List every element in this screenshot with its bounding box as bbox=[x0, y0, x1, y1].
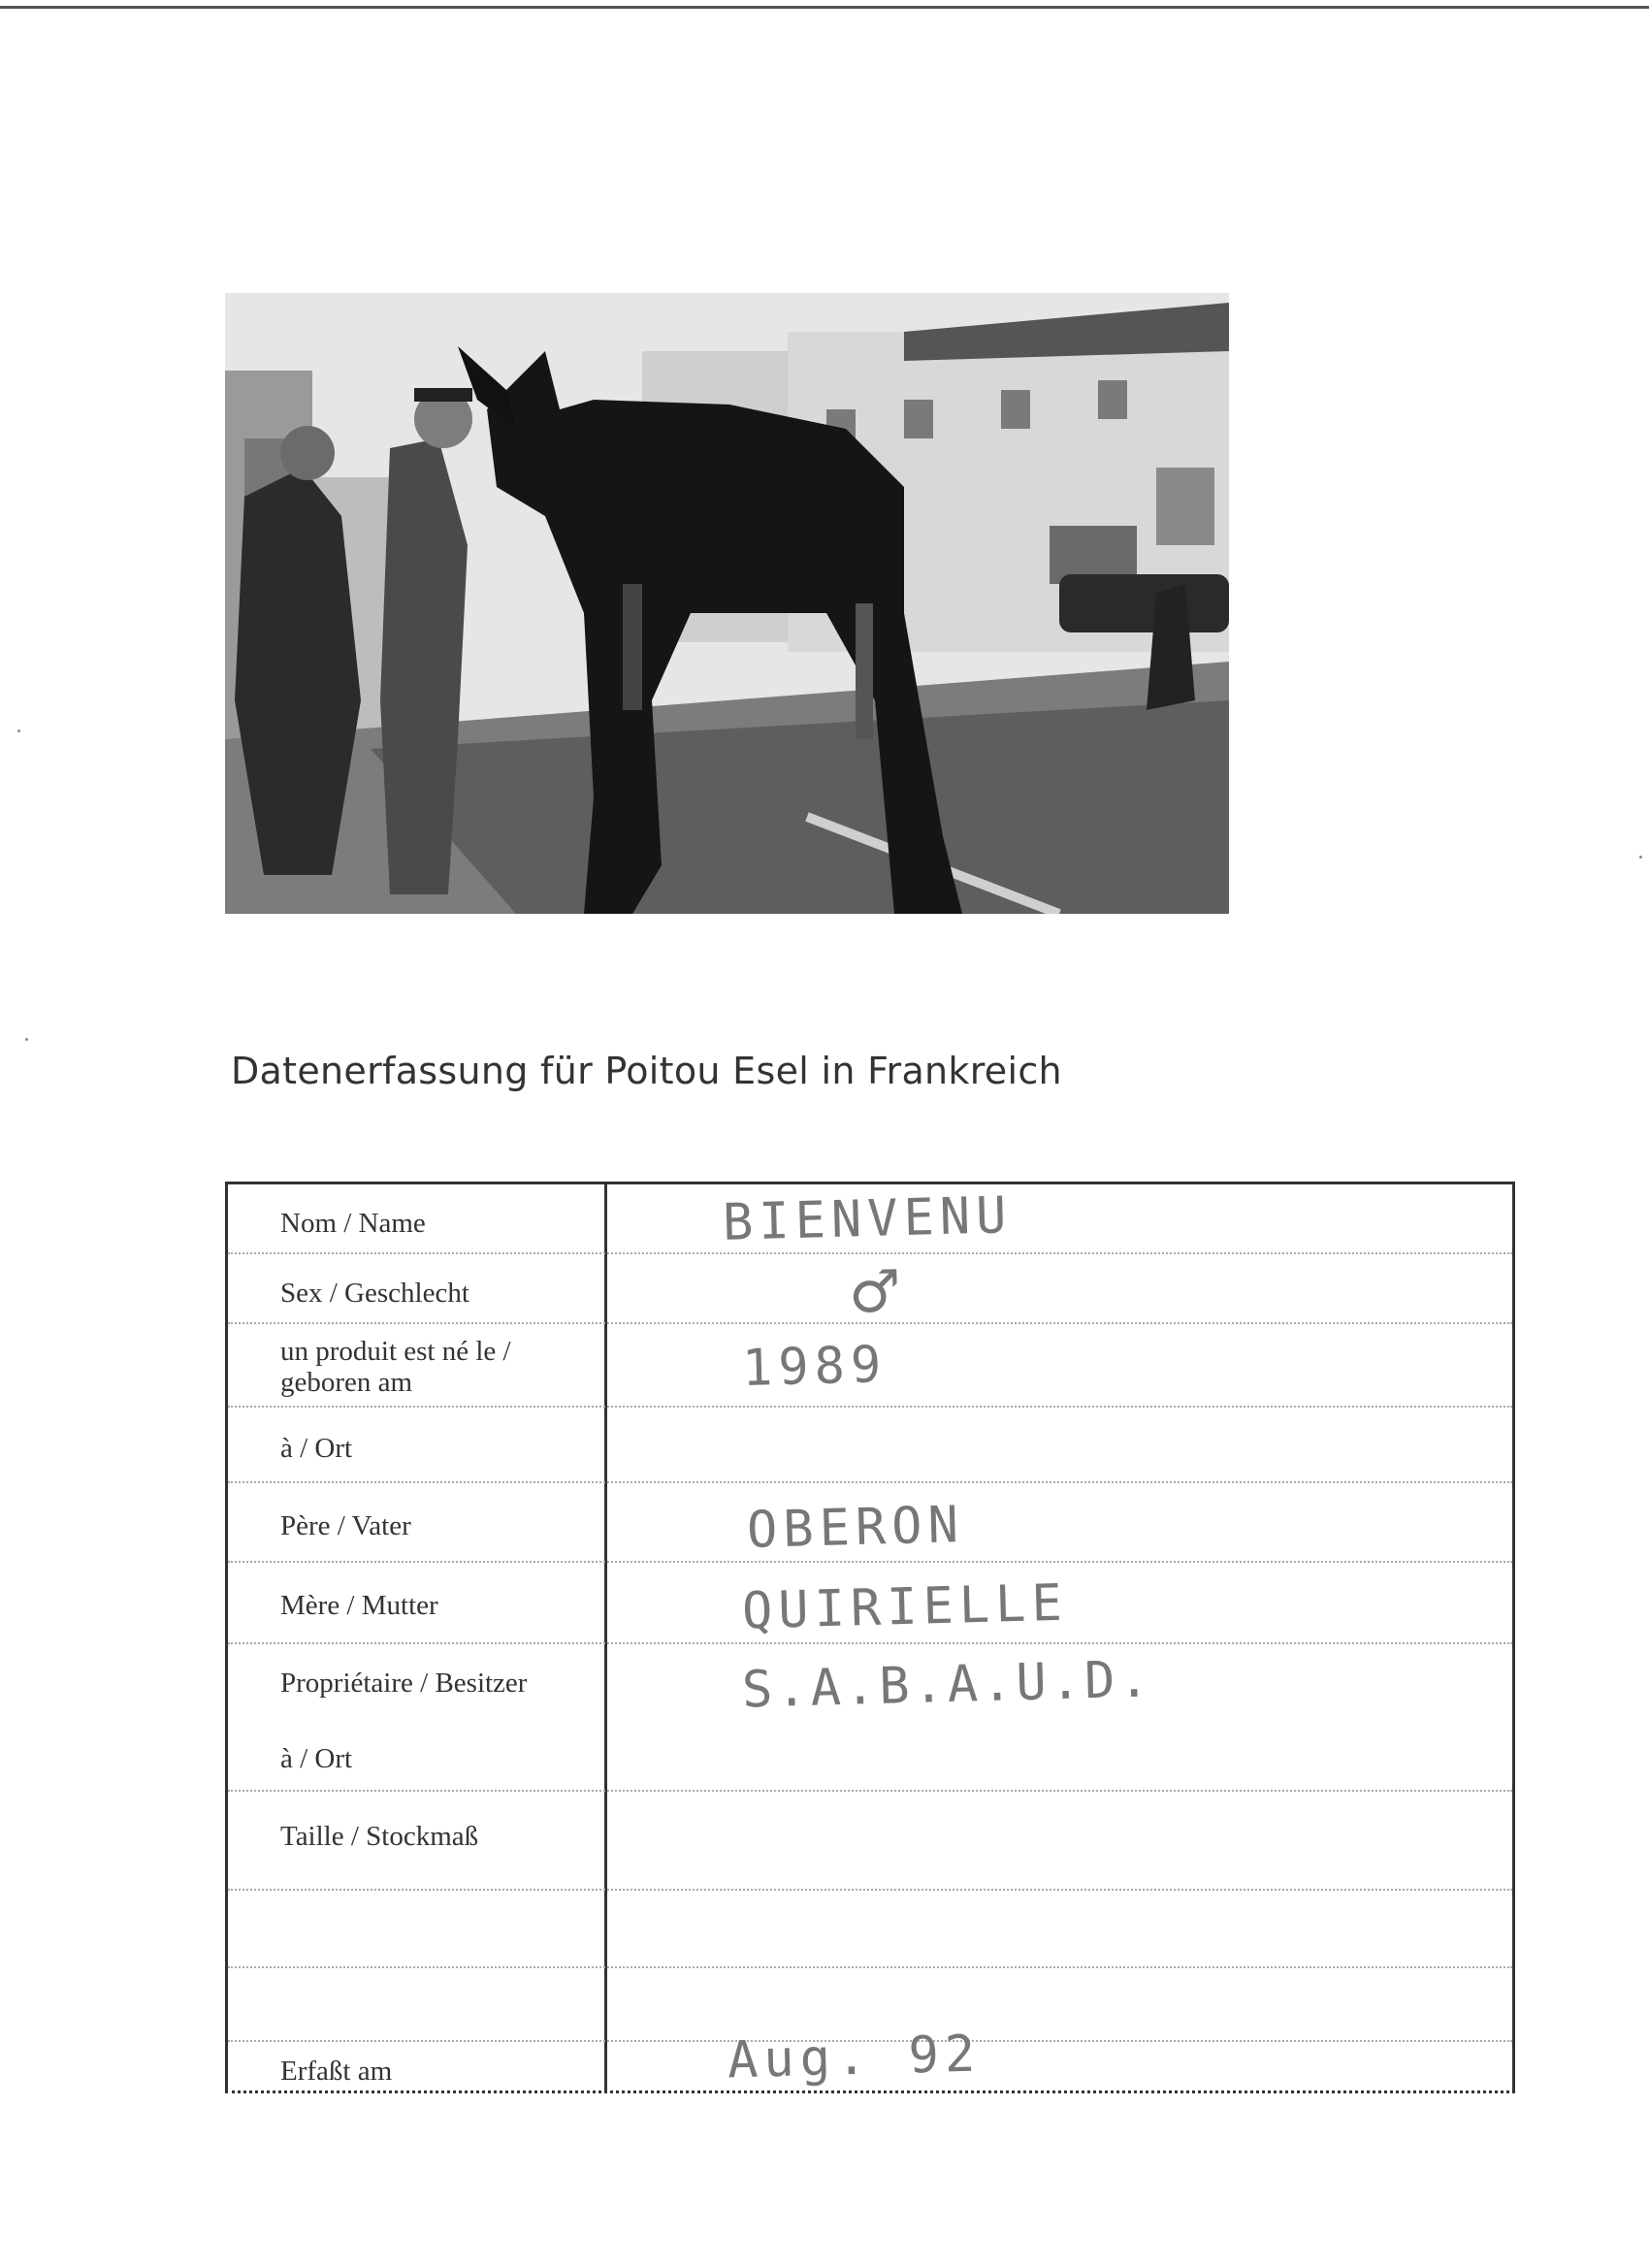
field-label: Sex / Geschlecht bbox=[280, 1278, 469, 1309]
scan-speck bbox=[25, 1038, 28, 1041]
form-row-sex bbox=[228, 1254, 1512, 1327]
field-value-sex[interactable]: ♂ bbox=[848, 1257, 908, 1327]
field-label: Taille / Stockmaß bbox=[280, 1821, 479, 1852]
form-row-blank-1 bbox=[228, 1891, 1512, 1968]
field-label: Propriétaire / Besitzer bbox=[280, 1668, 528, 1699]
form-row-recorded bbox=[228, 2025, 1512, 2096]
form-row-name bbox=[228, 1184, 1512, 1254]
field-value-owner[interactable]: S.A.B.A.U.D. bbox=[741, 1650, 1154, 1720]
form-row-born bbox=[228, 1324, 1512, 1408]
form-title: Datenerfassung für Poitou Esel in Frankreich bbox=[231, 1050, 1062, 1092]
form-row-height bbox=[228, 1792, 1512, 1891]
field-value-father[interactable]: OBERON bbox=[746, 1496, 965, 1560]
field-label: à / Ort bbox=[280, 1743, 353, 1774]
field-label: Nom / Name bbox=[280, 1208, 426, 1239]
top-border bbox=[0, 6, 1649, 9]
field-value-recorded[interactable]: Aug. 92 bbox=[727, 2025, 982, 2090]
field-label: Erfaßt am bbox=[280, 2056, 393, 2087]
field-label: un produit est né le / geboren am bbox=[280, 1336, 511, 1398]
field-label: Père / Vater bbox=[280, 1510, 411, 1541]
form-row-owner bbox=[228, 1644, 1512, 1722]
scan-speck bbox=[1639, 856, 1642, 859]
form-row-owner-place bbox=[228, 1722, 1512, 1792]
field-value-name[interactable]: BIENVENU bbox=[722, 1186, 1014, 1252]
donkey-photo-graphic bbox=[225, 293, 1229, 914]
field-value-mother[interactable]: QUIRIELLE bbox=[741, 1573, 1069, 1641]
data-entry-form bbox=[225, 1182, 1515, 2093]
scan-speck bbox=[17, 729, 20, 732]
field-value-born[interactable]: 1989 bbox=[741, 1336, 888, 1398]
field-label: Mère / Mutter bbox=[280, 1590, 438, 1621]
form-row-place bbox=[228, 1408, 1512, 1483]
field-label: à / Ort bbox=[280, 1433, 353, 1464]
form-row-father bbox=[228, 1483, 1512, 1563]
form-row-mother bbox=[228, 1563, 1512, 1644]
donkey-photo bbox=[225, 293, 1229, 914]
